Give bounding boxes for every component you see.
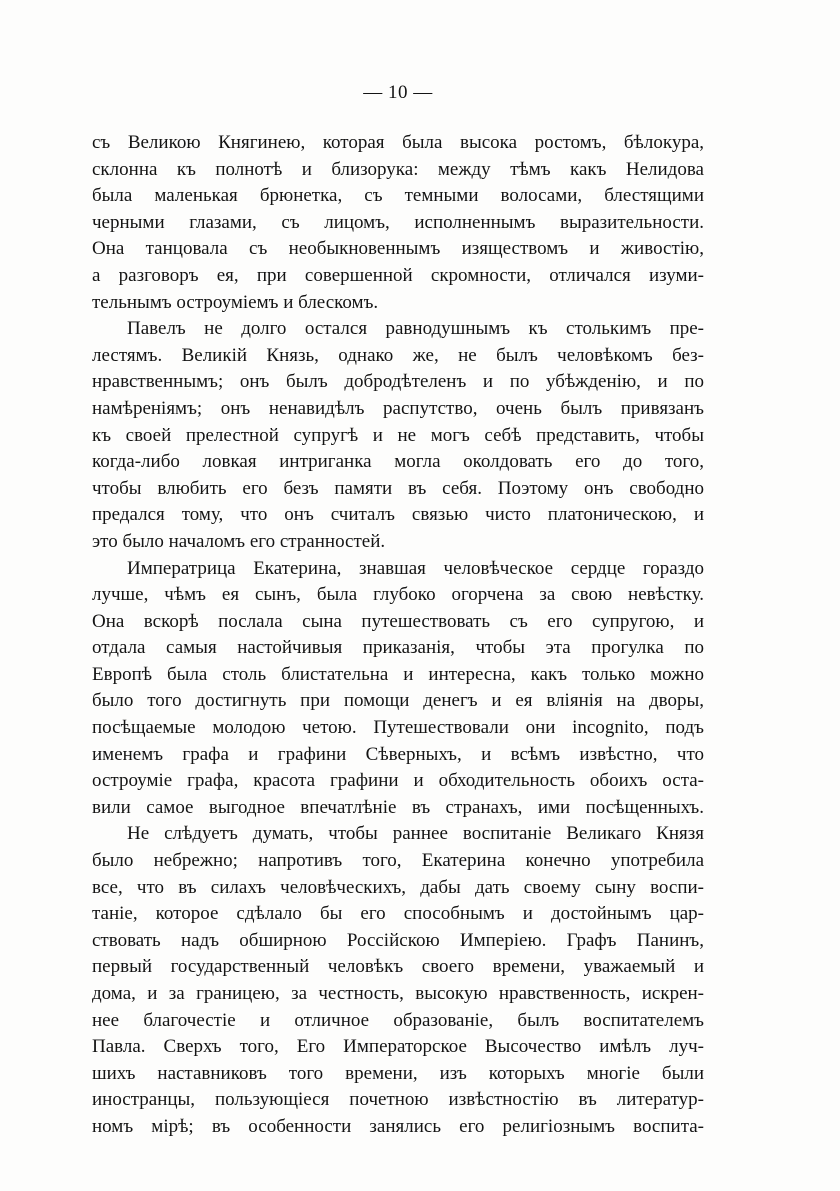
paragraph [92, 130, 704, 316]
text-line: къ своей прелестной супругѣ и не могъ себѣ представить, чтобы [92, 424, 704, 446]
text-line: лучше, чѣмъ ея сынъ, была глубоко огорчена за свою невѣстку. [92, 584, 704, 606]
text-line: черными глазами, съ лицомъ, исполненнымъ выразительности. [92, 211, 704, 233]
text-line: когда-либо ловкая интриганка могла околдовать его до того, [92, 451, 704, 473]
paragraph [92, 316, 704, 555]
text-line: лестямъ. Великій Князь, однако же, не былъ человѣкомъ без- [92, 344, 704, 366]
text-line: посѣщаемые молодою четою. Путешествовали они incognito, подъ [92, 717, 704, 739]
text-line: Императрица Екатерина, знавшая человѣческое сердце гораздо [127, 557, 704, 579]
text-line: нравственнымъ; онъ былъ добродѣтеленъ и по убѣжденію, и по [92, 371, 704, 393]
text-line: тельнымъ остроуміемъ и блескомъ. [92, 291, 379, 313]
text-line: дома, и за границею, за честность, высокую нравственность, искрен- [92, 983, 704, 1004]
text-line: склонна къ полнотѣ и близорука: между тѣмъ какъ Нелидова [92, 158, 704, 180]
text-line: Павелъ не долго остался равнодушнымъ къ столькимъ пре- [127, 318, 704, 340]
text-line: Европѣ была столь блистательна и интересна, какъ только можно [92, 663, 704, 685]
text-line: Она танцовала съ необыкновеннымъ изяществомъ и живостію, [92, 238, 704, 260]
text-line: таніе, которое сдѣлало бы его способнымъ и достойнымъ цар- [92, 903, 704, 925]
text-line: нее благочестіе и отличное образованіе, былъ воспитателемъ [92, 1009, 704, 1031]
text-line: была маленькая брюнетка, съ темными волосами, блестящими [92, 185, 704, 207]
body-text [92, 130, 704, 1141]
text-line: это было началомъ его странностей. [92, 530, 386, 552]
text-line: первый государственный человѣкъ своего времени, уважаемый и [92, 956, 704, 978]
text-line: остроуміе графа, красота графини и обходительность обоихъ оста- [92, 770, 704, 792]
text-line: съ Великою Княгинею, которая была высока ростомъ, бѣлокура, [92, 132, 704, 153]
text-line: намѣреніямъ; онъ ненавидѣлъ распутство, очень былъ привязанъ [92, 397, 704, 419]
text-line: было того достигнуть при помощи денегъ и ея вліянія на дворы, [92, 690, 704, 712]
text-line: вили самое выгодное впечатлѣніе въ странахъ, ими посѣщенныхъ. [92, 796, 704, 818]
text-line: ствовать надъ обширною Россійскою Имперіею. Графъ Панинъ, [92, 929, 704, 951]
text-line: номъ мірѣ; въ особенности занялись его религіознымъ воспита- [92, 1115, 704, 1137]
text-line: иностранцы, пользующіеся почетною извѣстностію въ литератур- [92, 1089, 704, 1111]
paragraph [92, 556, 704, 822]
text-line: Не слѣдуетъ думать, чтобы раннее воспитаніе Великаго Князя [127, 823, 704, 845]
paragraph [92, 821, 704, 1140]
text-line: отдала самыя настойчивыя приказанія, чтобы эта прогулка по [92, 637, 704, 659]
text-line: а разговоръ ея, при совершенной скромности, отличался изуми- [92, 264, 704, 286]
text-line: предался тому, что онъ считалъ связью чисто платоническою, и [92, 504, 704, 526]
page-number: — 10 — [363, 82, 433, 103]
text-line: было небрежно; напротивъ того, Екатерина конечно употребила [92, 850, 704, 872]
text-line: все, что въ силахъ человѣческихъ, дабы дать своему сыну воспи- [92, 876, 704, 898]
text-line: Она вскорѣ послала сына путешествовать съ его супругою, и [92, 610, 704, 632]
text-line: чтобы влюбить его безъ памяти въ себя. Поэтому онъ свободно [92, 477, 704, 499]
text-line: Павла. Сверхъ того, Его Императорское Высочество имѣлъ луч- [92, 1036, 704, 1058]
text-line: именемъ графа и графини Сѣверныхъ, и всѣмъ извѣстно, что [92, 743, 704, 765]
text-line: шихъ наставниковъ того времени, изъ которыхъ многіе были [92, 1062, 704, 1084]
